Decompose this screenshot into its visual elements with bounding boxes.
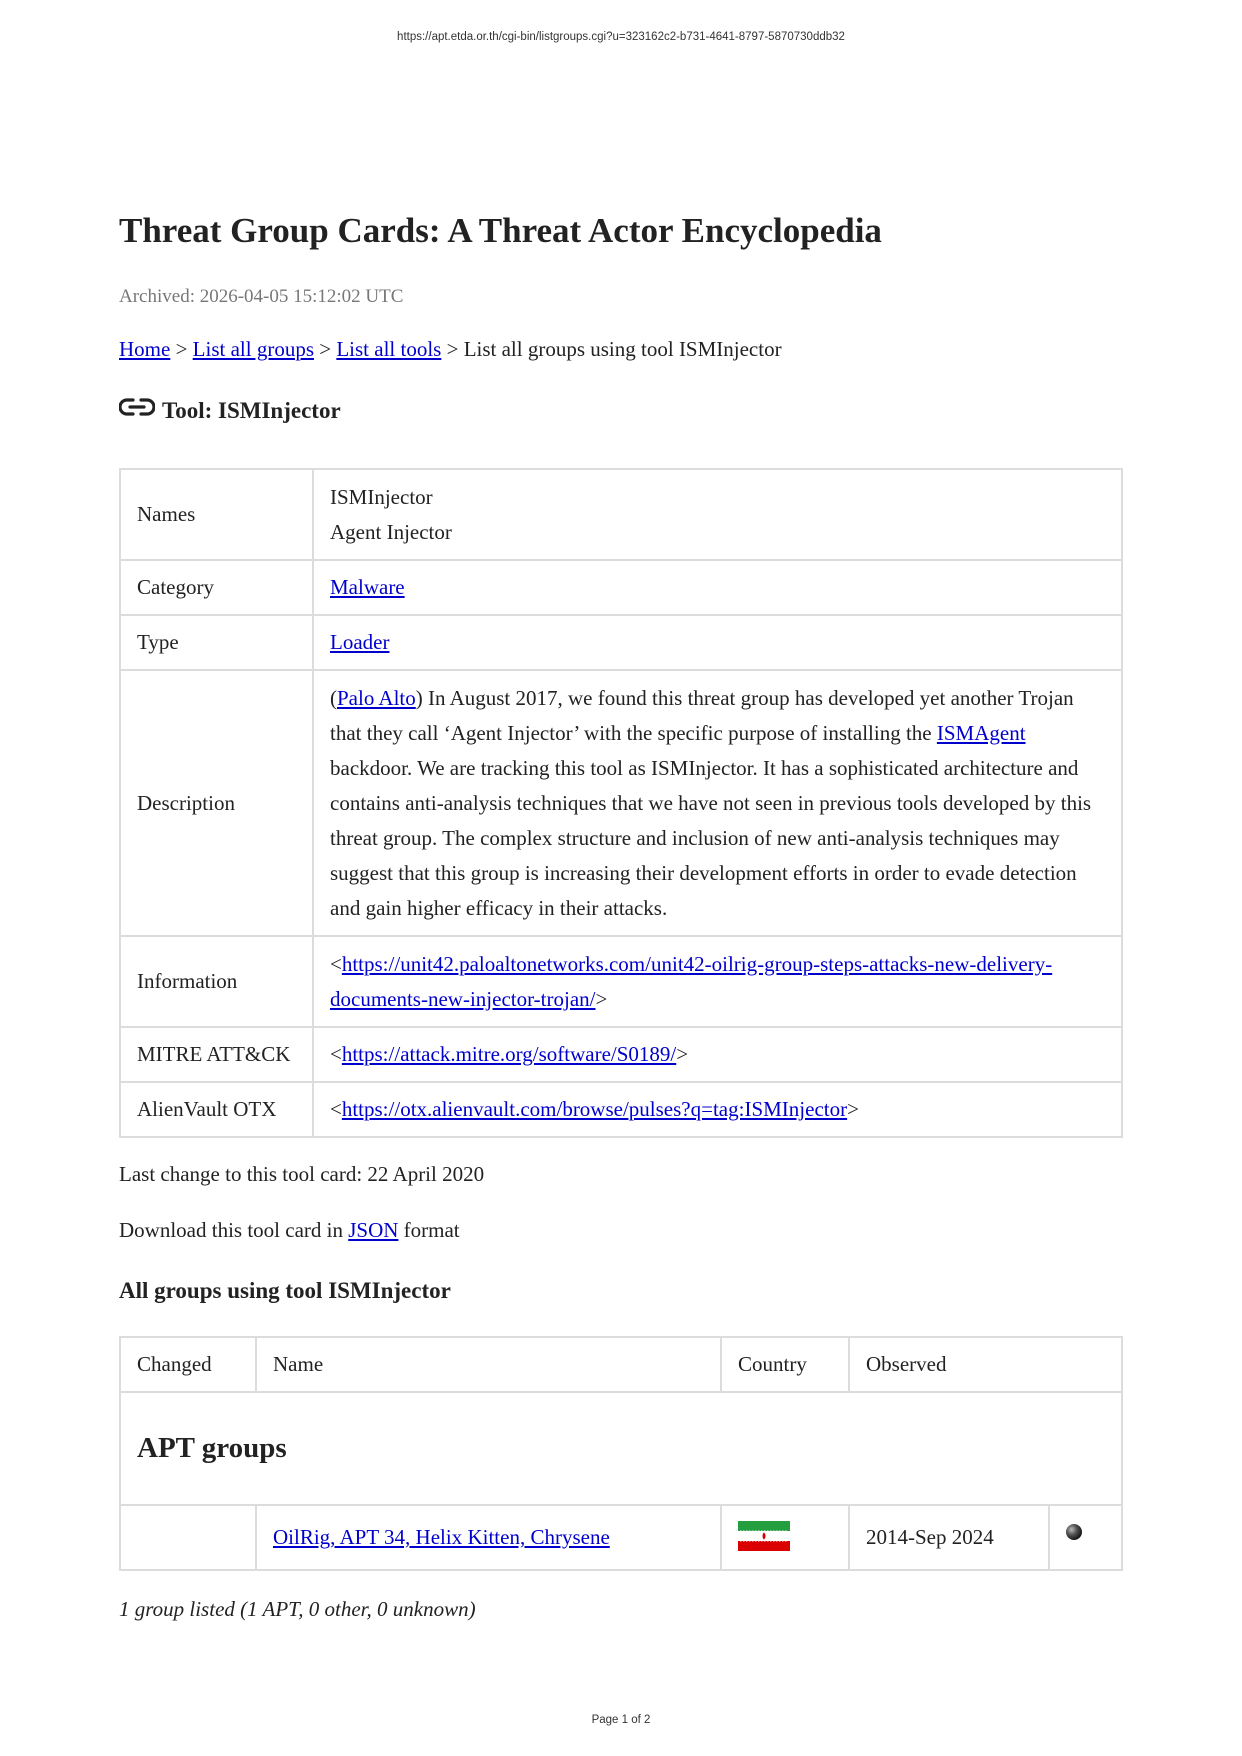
col-header-changed: Changed xyxy=(120,1337,256,1392)
apt-section-title: APT groups xyxy=(137,1432,287,1464)
description-text-1: ) In August 2017, we found this threat group has developed yet another Trojan that they call ‘Agent Injector’ with the specific purpose of installing the xyxy=(330,685,1074,745)
gt-bracket: > xyxy=(847,1097,859,1121)
col-header-observed: Observed xyxy=(849,1337,1122,1392)
category-row xyxy=(120,560,1122,615)
tool-info-table xyxy=(119,468,1123,1138)
mitre-row xyxy=(120,1027,1122,1082)
apt-section-row xyxy=(120,1392,1122,1505)
type-label: Type xyxy=(120,615,313,670)
lt-bracket: < xyxy=(330,1097,342,1121)
otx-label: AlienVault OTX xyxy=(120,1082,313,1137)
apt-section-cell xyxy=(120,1392,1122,1505)
col-header-name: Name xyxy=(256,1337,721,1392)
mitre-value xyxy=(313,1027,1122,1082)
breadcrumb-list-tools-link[interactable]: List all tools xyxy=(336,337,442,361)
lt-bracket: < xyxy=(330,1042,342,1066)
mitre-link[interactable]: https://attack.mitre.org/software/S0189/ xyxy=(341,1042,677,1066)
ismagent-link[interactable]: ISMAgent xyxy=(936,720,1026,745)
names-label: Names xyxy=(120,469,313,560)
name-alias: Agent Injector xyxy=(330,519,452,544)
otx-row xyxy=(120,1082,1122,1137)
description-row xyxy=(120,670,1122,936)
iran-flag-icon xyxy=(738,1521,790,1551)
groups-table xyxy=(119,1336,1123,1571)
table-row xyxy=(120,1505,1122,1570)
status-dot-icon xyxy=(1066,1524,1082,1540)
link-icon xyxy=(119,394,155,420)
source-palo-alto-link[interactable]: Palo Alto xyxy=(337,685,416,710)
type-link[interactable]: Loader xyxy=(330,630,390,654)
download-line xyxy=(119,1218,460,1243)
print-url: https://apt.etda.or.th/cgi-bin/listgroups.cgi?u=323162c2-b731-4641-8797-5870730ddb32 xyxy=(397,31,845,43)
breadcrumb-separator: > xyxy=(170,337,193,361)
information-label: Information xyxy=(120,936,313,1027)
information-value xyxy=(313,936,1122,1027)
tool-heading-text: Tool: ISMInjector xyxy=(162,398,341,423)
breadcrumb-current: List all groups using tool ISMInjector xyxy=(463,337,782,361)
otx-value xyxy=(313,1082,1122,1137)
names-value xyxy=(313,469,1122,560)
groups-table-header xyxy=(120,1337,1122,1392)
breadcrumb xyxy=(119,337,782,362)
status-cell xyxy=(1049,1505,1122,1570)
country-cell xyxy=(721,1505,849,1570)
description-label: Description xyxy=(120,670,313,936)
breadcrumb-list-groups-link[interactable]: List all groups xyxy=(192,337,314,361)
information-link[interactable]: https://unit42.paloaltonetworks.com/unit42-oilrig-group-steps-attacks-new-delivery-documents-new-injector-trojan/ xyxy=(330,951,1053,1011)
groups-heading: All groups using tool ISMInjector xyxy=(119,1278,451,1303)
group-name-link[interactable]: OilRig, APT 34, Helix Kitten, Chrysene xyxy=(273,1525,610,1549)
category-label: Category xyxy=(120,560,313,615)
type-value xyxy=(313,615,1122,670)
type-row xyxy=(120,615,1122,670)
description-value xyxy=(313,670,1122,936)
json-download-link[interactable]: JSON xyxy=(348,1218,399,1242)
gt-bracket: > xyxy=(676,1042,689,1066)
mitre-label: MITRE ATT&CK xyxy=(120,1027,313,1082)
col-header-country: Country xyxy=(721,1337,849,1392)
download-suffix: format xyxy=(398,1218,460,1242)
download-prefix: Download this tool card in xyxy=(119,1218,349,1242)
page-title: Threat Group Cards: A Threat Actor Encyclopedia xyxy=(119,211,882,250)
breadcrumb-home-link[interactable]: Home xyxy=(119,337,171,361)
archived-timestamp: Archived: 2026-04-05 15:12:02 UTC xyxy=(119,286,404,307)
observed-cell: 2014-Sep 2024 xyxy=(849,1505,1049,1570)
page-number: Page 1 of 2 xyxy=(591,1714,651,1726)
name-cell xyxy=(256,1505,721,1570)
breadcrumb-separator: > xyxy=(314,337,337,361)
tool-heading xyxy=(119,398,341,424)
description-text-2: backdoor. We are tracking this tool as ISMInjector. It has a sophisticated architecture and contains anti-analysis techniques that we have not seen in previous tools developed by this threat group. The complex structure and inclusion of new anti-analysis techniques may suggest that this group is increasing their development efforts in order to evade detection and gain higher efficacy in their attacks. xyxy=(330,755,1092,920)
summary: 1 group listed (1 APT, 0 other, 0 unknown) xyxy=(119,1597,476,1621)
category-link[interactable]: Malware xyxy=(330,575,405,599)
breadcrumb-separator: > xyxy=(441,337,464,361)
names-row xyxy=(120,469,1122,560)
information-row xyxy=(120,936,1122,1027)
gt-bracket: > xyxy=(595,986,608,1011)
lt-bracket: < xyxy=(330,951,342,976)
name-primary: ISMInjector xyxy=(330,484,433,509)
last-change: Last change to this tool card: 22 April 2020 xyxy=(119,1162,485,1186)
desc-open-paren: ( xyxy=(330,685,337,710)
changed-cell xyxy=(120,1505,256,1570)
otx-link[interactable]: https://otx.alienvault.com/browse/pulses?q=tag:ISMInjector xyxy=(341,1097,848,1121)
category-value xyxy=(313,560,1122,615)
